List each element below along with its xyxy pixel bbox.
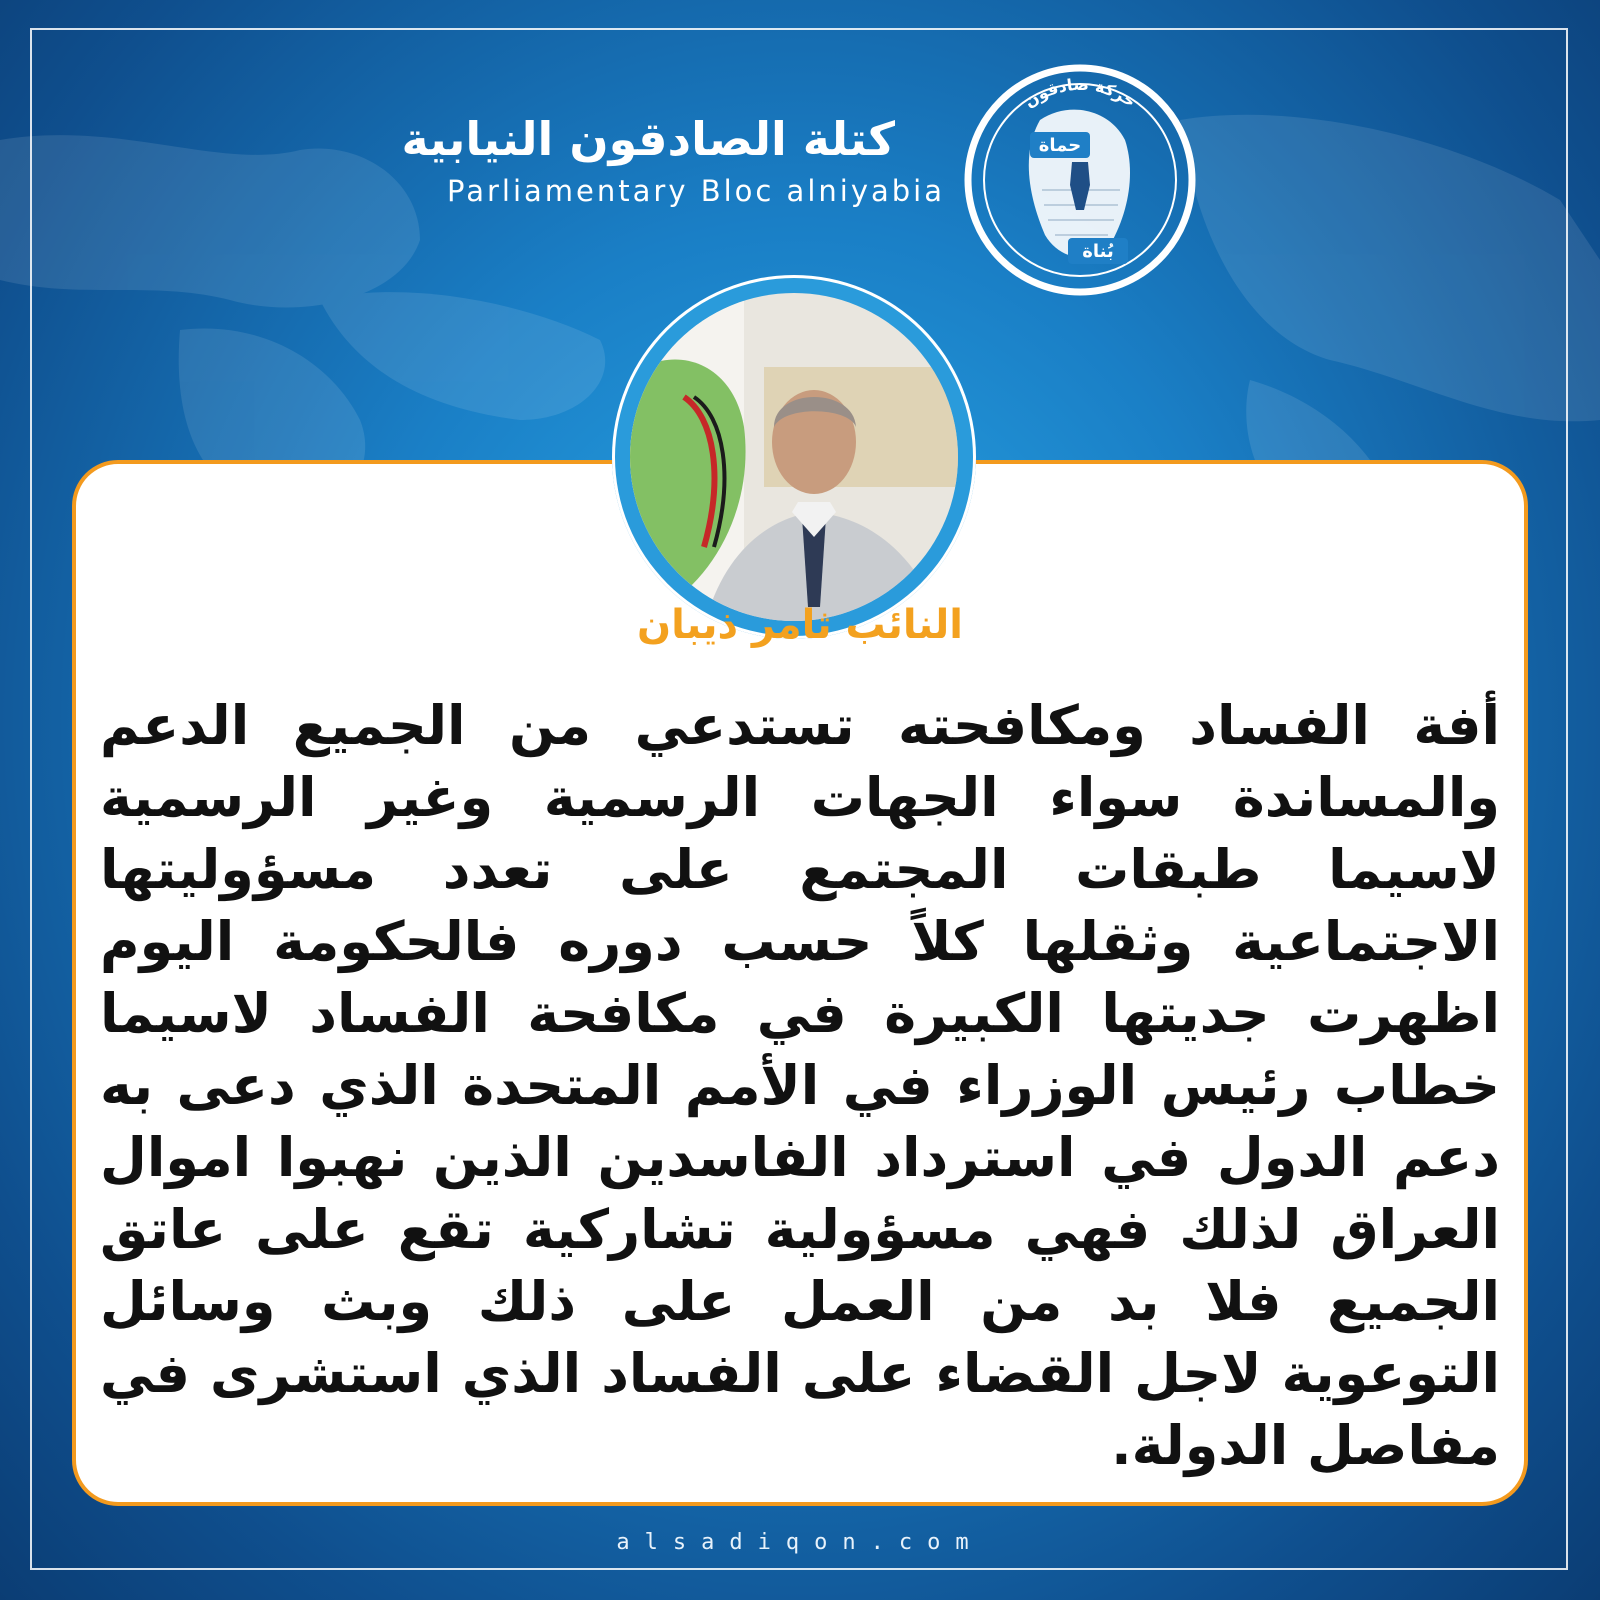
- statement-text: أفة الفساد ومكافحته تستدعي من الجميع الدعم والمساندة سواء الجهات الرسمية وغير الرسمية لاسيما طبقات المجتمع على تعدد مسؤوليتها الاجتماعية وثقلها كلاً حسب دوره فالحكومة اليوم اظهرت جديتها الكبيرة في مكافحة الفساد لاسيما خطاب رئيس الوزراء في الأمم المتحدة الذي دعى به دعم الدول في استرداد الفاسدين الذين نهبوا اموال العراق لذلك فهي مسؤولية تشاركية تقع على عاتق الجميع فلا بد من العمل على ذلك وبث وسائل التوعوية لاجل القضاء على الفساد الذي استشرى في مفاصل الدولة.: [100, 694, 1500, 1477]
- website-link[interactable]: alsadiqon.com: [616, 1530, 984, 1555]
- person-portrait-icon: [624, 287, 964, 627]
- mp-photo-avatar: [612, 275, 976, 639]
- mp-name: النائب ثامر ذيبان: [636, 602, 963, 648]
- logo-bottom-word: بُناة: [1082, 241, 1114, 262]
- bloc-title-arabic: كتلة الصادقون النيابية: [401, 112, 895, 166]
- sadiqon-movement-logo: [960, 60, 1200, 300]
- bloc-title-english: Parliamentary Bloc alniyabia: [447, 174, 945, 208]
- logo-arc-text: حركة صادقون: [1020, 74, 1140, 112]
- logo-top-word: حماة: [1038, 135, 1082, 156]
- svg-text:حركة صادقون: [1021, 75, 1140, 111]
